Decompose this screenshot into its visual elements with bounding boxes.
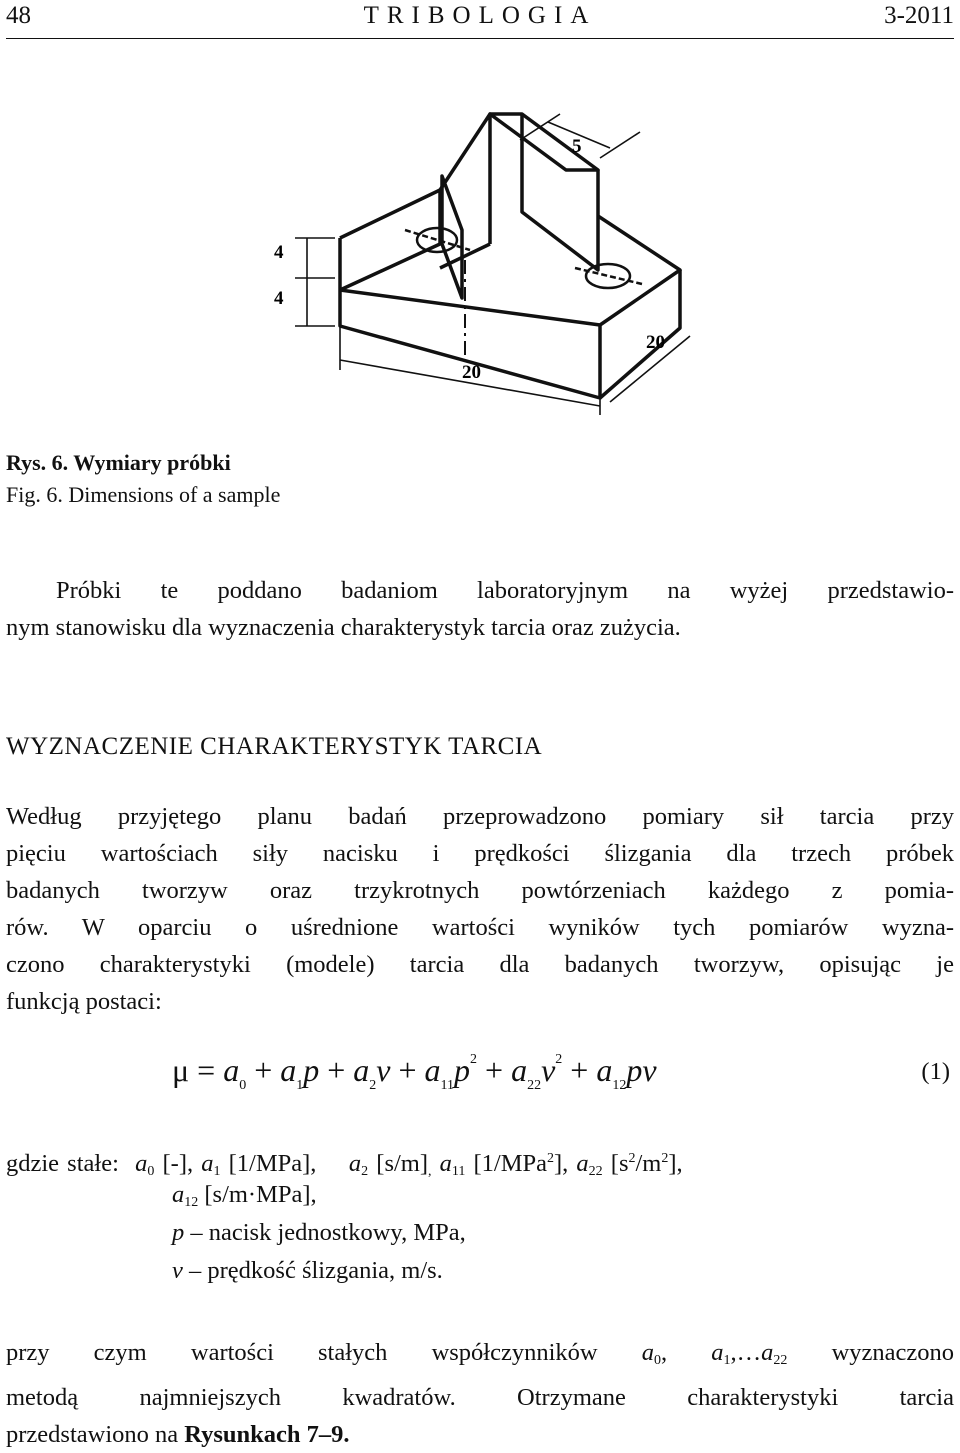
para2-line-4: rów. W oparciu o uśrednione wartości wyników tych pomiarów wyzna- <box>6 914 954 941</box>
equation-1: $\mu = a_0 + a_1p + a_2v + a_{11}p^2 + a_{22}v^2 + a_{12}pv$ <box>172 1052 657 1093</box>
where-line-1: gdzie stałe: $a_0$ [-], $a_1$ [1/MPa], $a_2$ $[s/m]_,$ $a_{11}$ [1/MPa$^2$], $a_{22}$ $[s^2/m^2]$, <box>6 1150 683 1179</box>
page-number: 48 <box>6 2 31 29</box>
where-line-3: p – nacisk jednostkowy, MPa, <box>172 1219 466 1246</box>
para1-line-1: Próbki te poddano badaniom laboratoryjnym na wyżej przedstawio- <box>56 577 954 604</box>
p-description: nacisk jednostkowy, MPa, <box>208 1219 466 1246</box>
where-line-2: $a_{12}$ [s/m·MPa], <box>172 1181 317 1210</box>
para2-line-1: Według przyjętego planu badań przeprowadzono pomiary sił tarcia przy <box>6 803 954 830</box>
equation-number: (1) <box>921 1058 950 1085</box>
figure-reference: Rysunkach 7–9. <box>184 1421 350 1448</box>
dim-label-4-top: 4 <box>274 242 284 263</box>
left-top-edge <box>340 190 440 290</box>
marker-circle-right <box>586 264 630 288</box>
para2-line-6: funkcją postaci: <box>6 988 162 1015</box>
journal-title: TRIBOLOGIA <box>363 2 597 29</box>
dim-label-20-front: 20 <box>462 362 481 383</box>
dim-label-5: 5 <box>572 136 582 157</box>
where-line-4: v – prędkość ślizgania, m/s. <box>172 1257 443 1284</box>
para3-line-1: przy czym wartości stałych współczynników $a_0$, $a_1,\dots a_{22}$ wyznaczono <box>6 1339 955 1368</box>
paragraph-3 <box>6 1334 954 1453</box>
paragraph-1 <box>56 572 954 609</box>
para3-line-2: metodą najmniejszych kwadratów. Otrzymane charakterystyki tarcia <box>6 1384 954 1411</box>
figure-caption-en: Fig. 6. Dimensions of a sample <box>6 482 281 507</box>
v-description: prędkość ślizgania, m/s. <box>207 1257 443 1284</box>
paragraph-2 <box>6 798 954 1020</box>
dim-label-20-side: 20 <box>646 332 665 353</box>
raised-block-side <box>442 176 462 298</box>
para1-line-2: nym stanowisku dla wyznaczenia charakterystyk tarcia oraz zużycia. <box>6 614 681 641</box>
para2-line-3: badanych tworzyw oraz trzykrotnych powtórzeniach każdego z pomia- <box>6 877 954 904</box>
where-lead: gdzie stałe: <box>6 1150 119 1177</box>
issue-number: 3-2011 <box>884 2 954 29</box>
raised-block-top <box>490 114 598 170</box>
paragraph-1-cont <box>6 609 954 646</box>
sample-dimensions-figure <box>0 110 960 440</box>
section-heading: WYZNACZENIE CHARAKTERYSTYK TARCIA <box>6 733 543 760</box>
para2-line-5: czono charakterystyki (modele) tarcia dla badanych tworzyw, opisując je <box>6 951 954 978</box>
base-right-face <box>600 270 680 398</box>
marker-circle-left <box>417 228 457 252</box>
para3-line-3: przedstawiono na Rysunkach 7–9. <box>6 1421 350 1448</box>
running-header <box>6 0 954 34</box>
header-rule <box>6 38 954 39</box>
para2-line-2: pięciu wartościach siły nacisku i prędkości ślizgania dla trzech próbek <box>6 840 954 867</box>
step-edge-left <box>440 114 490 244</box>
figure-caption-pl: Rys. 6. Wymiary próbki <box>6 450 231 475</box>
dim-label-4-bottom: 4 <box>274 288 284 309</box>
